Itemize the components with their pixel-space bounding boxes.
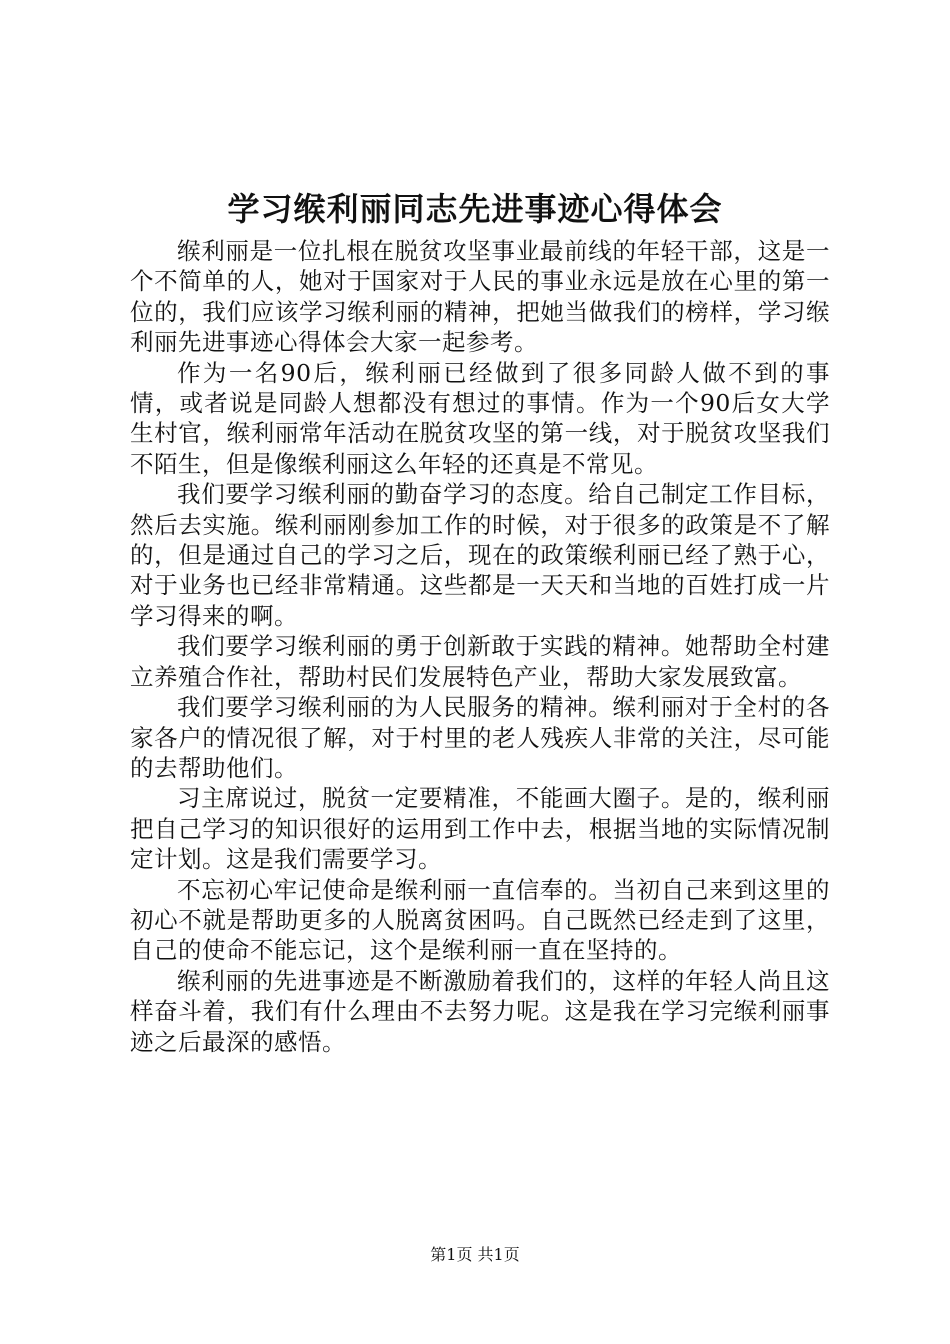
paragraph-original-mission: 不忘初心牢记使命是缑利丽一直信奉的。当初自己来到这里的初心不就是帮助更多的人脱离贫困吗。自己既然已经走到了这里，自己的使命不能忘记，这个是缑利丽一直在坚持的。 bbox=[130, 875, 830, 965]
document-title: 学习缑利丽同志先进事迹心得体会 bbox=[227, 190, 723, 228]
document-body bbox=[130, 236, 830, 1057]
page-footer: 第1页 共1页 bbox=[430, 1245, 520, 1264]
paragraph-innovation: 我们要学习缑利丽的勇于创新敢于实践的精神。她帮助全村建立养殖合作社，帮助村民们发展特色产业，帮助大家发展致富。 bbox=[130, 632, 830, 691]
paragraph-serve-people: 我们要学习缑利丽的为人民服务的精神。缑利丽对于全村的各家各户的情况很了解，对于村里的老人残疾人非常的关注，尽可能的去帮助他们。 bbox=[130, 693, 830, 782]
paragraph-precision: 习主席说过，脱贫一定要精准，不能画大圈子。是的，缑利丽把自己学习的知识很好的运用到工作中去，根据当地的实际情况制定计划。这是我们需要学习。 bbox=[130, 784, 830, 874]
paragraph-intro: 缑利丽是一位扎根在脱贫攻坚事业最前线的年轻干部，这是一个不简单的人，她对于国家对于人民的事业永远是放在心里的第一位的，我们应该学习缑利丽的精神，把她当做我们的榜样，学习缑利丽先进事迹心得体会大家一起参考。 bbox=[130, 237, 830, 357]
paragraph-diligent-study: 我们要学习缑利丽的勤奋学习的态度。给自己制定工作目标，然后去实施。缑利丽刚参加工作的时候，对于很多的政策是不了解的，但是通过自己的学习之后，现在的政策缑利丽已经了熟于心，对于业务也已经非常精通。这些都是一天天和当地的百姓打成一片学习得来的啊。 bbox=[130, 480, 830, 630]
paragraph-conclusion: 缑利丽的先进事迹是不断激励着我们的，这样的年轻人尚且这样奋斗着，我们有什么理由不去努力呢。这是我在学习完缑利丽事迹之后最深的感悟。 bbox=[130, 966, 830, 1056]
paragraph-post90s: 作为一名90后，缑利丽已经做到了很多同龄人做不到的事情，或者说是同龄人想都没有想过的事情。作为一个90后女大学生村官，缑利丽常年活动在脱贫攻坚的第一线，对于脱贫攻坚我们不陌生，但是像缑利丽这么年轻的还真是不常见。 bbox=[130, 358, 830, 478]
